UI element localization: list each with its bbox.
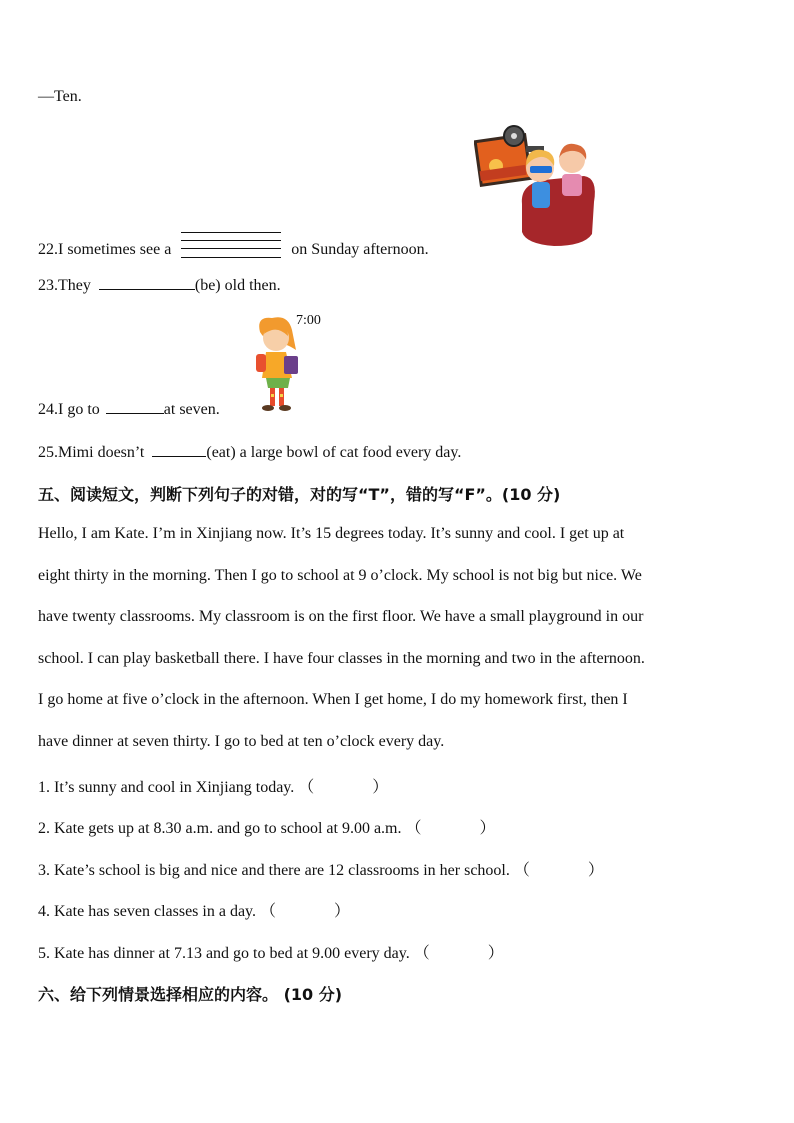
statement-3: 3. Kate’s school is big and nice and there are 12 classrooms in her school. （ ） <box>38 862 604 879</box>
answer-blank[interactable] <box>106 399 164 414</box>
section-6-heading: 六、给下列情景选择相应的内容。 (10 分) <box>38 985 343 1004</box>
answer-paren[interactable]: （ ） <box>260 903 351 920</box>
passage-line: have twenty classrooms. My classroom is on the first floor. We have a small playground in our <box>38 608 644 626</box>
question-23: 23.They (be) old then. <box>38 277 281 294</box>
question-22: 22.I sometimes see a on Sunday afternoon. <box>38 232 429 259</box>
question-24: 24.I go to at seven. <box>38 401 220 418</box>
question-25: 25.Mimi doesn’t (eat) a large bowl of cat food every day. <box>38 444 462 461</box>
four-line-blank[interactable] <box>181 232 281 258</box>
passage-line: eight thirty in the morning. Then I go to school at 9 o’clock. My school is not big but nice. We <box>38 566 642 584</box>
statement-4: 4. Kate has seven classes in a day. （ ） <box>38 903 351 920</box>
statement-1: 1. It’s sunny and cool in Xinjiang today. （ ） <box>38 779 389 796</box>
passage-line: I go home at five o’clock in the afternoon. When I get home, I do my homework first, then I <box>38 691 628 709</box>
statement-5: 5. Kate has dinner at 7.13 and go to bed at 9.00 every day. （ ） <box>38 945 504 962</box>
answer-blank[interactable] <box>152 442 206 457</box>
girl-going-to-school-illustration <box>252 316 308 414</box>
answer-line: —Ten. <box>38 88 82 105</box>
answer-blank[interactable] <box>99 275 195 290</box>
answer-paren[interactable]: （ ） <box>413 945 504 962</box>
passage-line: have dinner at seven thirty. I go to bed at ten o’clock every day. <box>38 732 445 750</box>
answer-paren[interactable]: （ ） <box>513 862 604 879</box>
answer-paren[interactable]: （ ） <box>405 820 496 837</box>
passage-line: Hello, I am Kate. I’m in Xinjiang now. It’s 15 degrees today. It’s sunny and cool. I get up at <box>38 525 625 542</box>
question-number: 22. <box>38 241 58 258</box>
reading-passage <box>38 513 750 763</box>
cinema-illustration <box>474 124 600 248</box>
section-5-heading: 五、阅读短文，判断下列句子的对错，对的写“T”，错的写“F”。(10 分) <box>38 485 561 504</box>
statement-2: 2. Kate gets up at 8.30 a.m. and go to school at 9.00 a.m. （ ） <box>38 820 496 837</box>
clock-time-label: 7:00 <box>296 313 321 328</box>
passage-line: school. I can play basketball there. I have four classes in the morning and two in the afternoon. <box>38 649 645 667</box>
answer-paren[interactable]: （ ） <box>298 779 389 796</box>
